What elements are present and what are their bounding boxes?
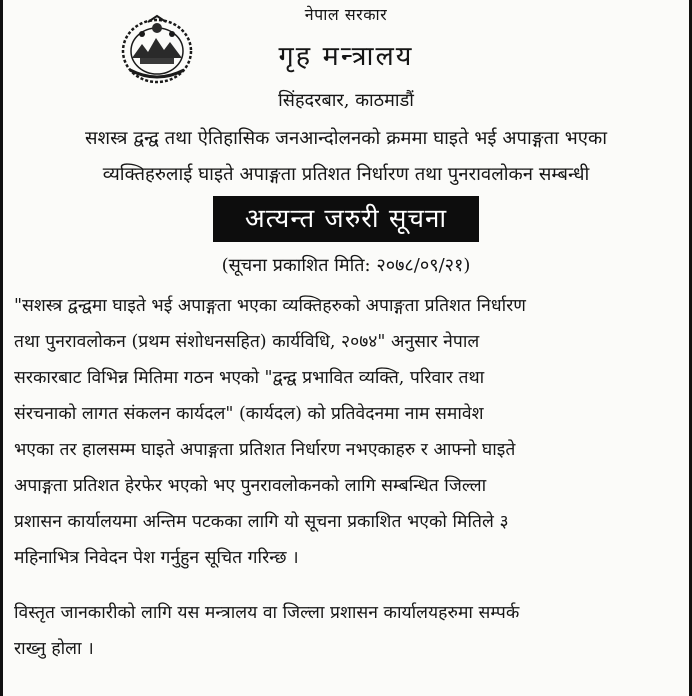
government-name: नेपाल सरकार [304,5,388,24]
publication-date: (सूचना प्रकाशित मिति: २०७८/०९/२१) [221,255,471,276]
body-line: सरकारबाट विभिन्न मितिमा गठन भएको "द्वन्द्व प्रभावित व्यक्ति, परिवार तथा [14,368,485,388]
body-line: विस्तृत जानकारीको लागि यस मन्त्रालय वा जिल्ला प्रशासन कार्यालयहरुमा सम्पर्क [14,603,520,623]
body-line: अपाङ्गता प्रतिशत हेरफेर भएको भए पुनरावलोकनको लागि सम्बन्धित जिल्ला [14,476,487,496]
body-line: प्रशासन कार्यालयमा अन्तिम पटकका लागि यो सूचना प्रकाशित भएको मितिले ३ [14,512,509,532]
body-line: भएका तर हालसम्म घाइते अपाङ्गता प्रतिशत निर्धारण नभएकाहरु र आफ्नो घाइते [14,440,516,460]
body-line: संरचनाको लागत संकलन कार्यदल" (कार्यदल) को प्रतिवेदनमा नाम समावेश [14,404,484,424]
body-line: राख्नु होला । [14,639,94,659]
body-line: "सशस्त्र द्वन्द्वमा घाइते भई अपाङ्गता भएका व्यक्तिहरुको अपाङ्गता प्रतिशत निर्धारण [14,296,526,316]
body-line: तथा पुनरावलोकन (प्रथम संशोधनसहित) कार्यविधि, २०७४" अनुसार नेपाल [14,332,480,352]
ministry-name: गृह मन्त्रालय [278,41,414,72]
urgent-notice-banner: अत्यन्त जरुरी सूचना [213,196,479,242]
body-line: महिनाभित्र निवेदन पेश गर्नुहुन सूचित गरिन्छ । [14,548,299,568]
office-location: सिंहदरबार, काठमाडौं [278,90,414,111]
notice-heading-line-2: व्यक्तिहरुलाई घाइते अपाङ्गता प्रतिशत निर्धारण तथा पुनरावलोकन सम्बन्धी [102,164,590,185]
notice-heading-line-1: सशस्त्र द्वन्द्व तथा ऐतिहासिक जनआन्दोलनको क्रममा घाइते भई अपाङ्गता भएका [85,128,607,149]
